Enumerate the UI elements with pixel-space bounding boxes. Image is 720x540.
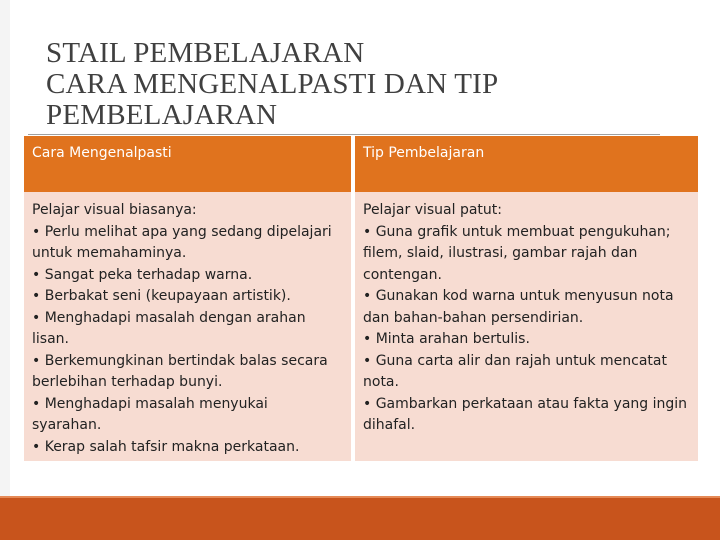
header-label-identify: Cara Mengenalpasti xyxy=(32,145,172,161)
identify-line: • Sangat peka terhadap warna. xyxy=(32,266,253,283)
title-underline xyxy=(28,134,660,135)
tips-line: • Minta arahan bertulis. xyxy=(363,331,530,347)
learning-style-table xyxy=(24,136,698,461)
slide-title xyxy=(46,38,686,131)
identify-line: lisan. xyxy=(32,331,69,347)
identify-line: • Perlu melihat apa yang sedang dipelajari xyxy=(32,223,332,240)
tips-line: dan bahan-bahan persendirian. xyxy=(363,309,584,326)
identify-line: • Berbakat seni (keupayaan artistik). xyxy=(32,288,291,304)
identify-line: berlebihan terhadap bunyi. xyxy=(32,374,223,390)
table-header-row xyxy=(24,136,698,192)
tips-line: dihafal. xyxy=(363,417,416,433)
tips-line: contengan. xyxy=(363,266,442,283)
identify-line: syarahan. xyxy=(32,417,102,433)
identify-line: • Berkemungkinan bertindak balas secara xyxy=(32,352,328,369)
table-row xyxy=(24,192,698,461)
tips-line: Pelajar visual patut: xyxy=(363,202,502,218)
tips-line: • Guna carta alir dan rajah untuk mencatat xyxy=(363,352,667,369)
tips-line: • Gunakan kod warna untuk menyusun nota xyxy=(363,288,674,304)
left-edge-strip xyxy=(0,0,10,498)
title-line-3: PEMBELAJARAN xyxy=(46,99,278,131)
tips-line: filem, slaid, ilustrasi, gambar rajah dan xyxy=(363,245,638,261)
tips-line: nota. xyxy=(363,374,399,390)
header-cell-identify xyxy=(24,136,351,192)
identify-text xyxy=(24,192,351,458)
tips-line: • Gambarkan perkataan atau fakta yang ingin xyxy=(363,395,688,412)
identify-line: Pelajar visual biasanya: xyxy=(32,202,197,218)
footer-bar xyxy=(0,498,720,540)
title-line-1: STAIL PEMBELAJARAN xyxy=(46,37,365,69)
title-line-2: CARA MENGENALPASTI DAN TIP xyxy=(46,68,499,100)
cell-identify xyxy=(24,192,351,461)
identify-line: • Menghadapi masalah menyukai xyxy=(32,395,268,412)
cell-tips xyxy=(355,192,698,461)
header-label-tips: Tip Pembelajaran xyxy=(363,145,485,161)
tips-text xyxy=(355,192,698,437)
identify-line: • Menghadapi masalah dengan arahan xyxy=(32,309,306,326)
identify-line: • Kerap salah tafsir makna perkataan. xyxy=(32,438,300,455)
identify-line: untuk memahaminya. xyxy=(32,245,187,261)
header-cell-tips xyxy=(355,136,698,192)
tips-line: • Guna grafik untuk membuat pengukuhan; xyxy=(363,223,671,240)
